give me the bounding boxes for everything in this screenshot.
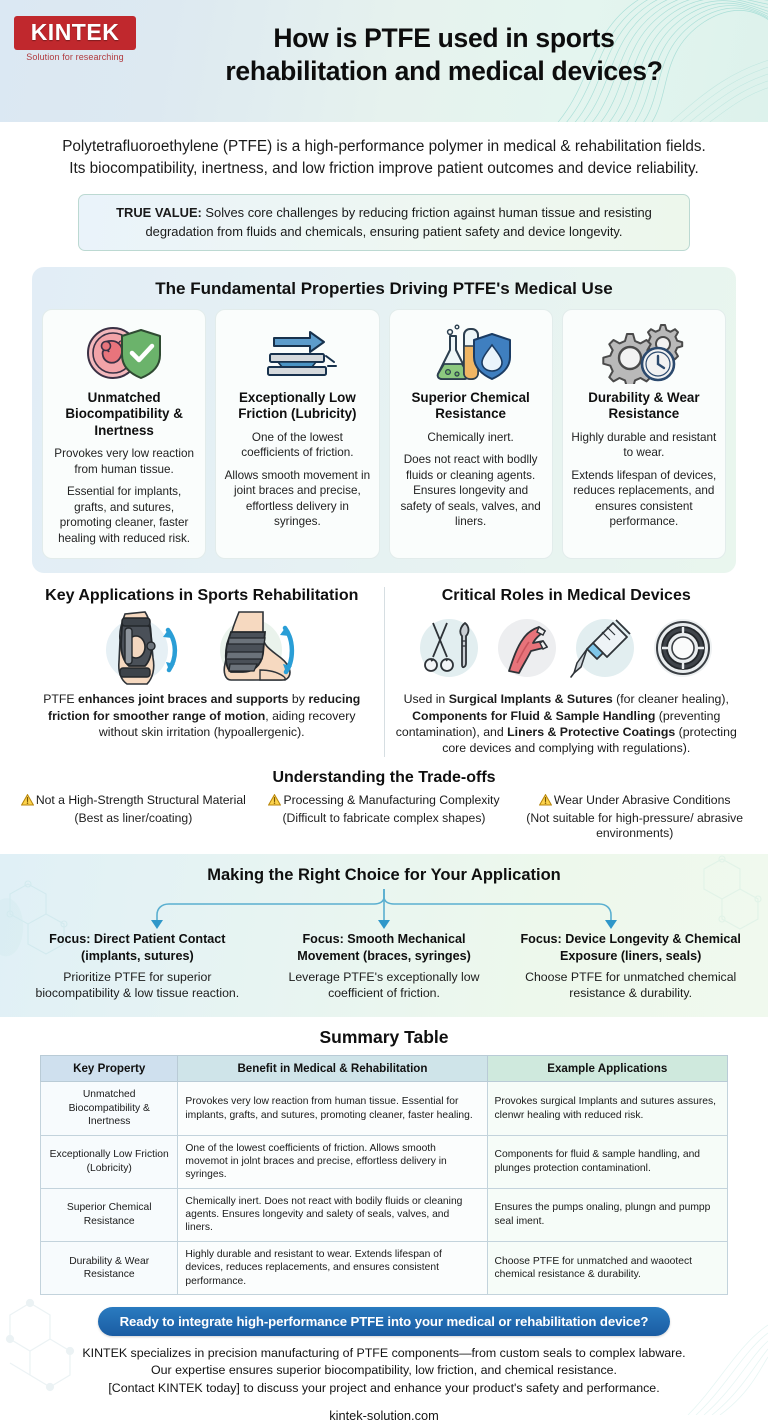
page-title [150,22,738,88]
table-row [41,1241,728,1294]
tradeoff-head [263,793,506,811]
warning-triangle-icon [21,794,34,811]
choice-body: Choose PTFE for unmatched chemical resistance & durability. [525,970,737,1001]
choice-section [0,854,768,1017]
table-row [41,1082,728,1135]
tradeoff-sub: (Not suitable for high-pressure/ abrasive environments) [526,810,744,841]
choice-body: Leverage PTFE's exceptionally low coefficient of friction. [288,970,480,1001]
true-value-text: Solves core challenges by reducing friction against human tissue and resisting degradation from fluids and chemicals, ensuring patient safety and device longevity. [145,205,652,239]
property-body-2: Does not react with bodlly fluids or cleaning agents. Ensures longevity and safety of seals, valves, and liners. [400,453,541,529]
property-body [224,430,370,530]
table-row [41,1135,728,1188]
properties-card-row [42,309,726,559]
tradeoff-item [511,793,758,843]
seal-ring-icon [647,615,719,681]
tradeoff-head [513,793,756,811]
choice-columns [14,931,754,1001]
true-value-label: TRUE VALUE: [116,205,202,221]
property-title: Unmatched Biocompatibility & Inertness [65,389,183,438]
property-title: Superior Chemical Resistance [411,389,530,422]
title-line-2: rehabilitation and medical devices? [225,55,663,86]
tradeoff-head-text: Not a High-Strength Structural Material [35,792,246,807]
property-body-2: Essential for implants, grafts, and sutures, promoting cleaner, faster healing with reduced risk. [58,485,191,545]
knee-brace-icon [89,610,199,686]
property-body-2: Allows smooth movement in joint braces and precise, effortless delivery in syringes. [224,468,371,529]
choice-column [14,931,261,1001]
footer-line-3: [Contact KINTEK today] to discuss your project and enhance your product's safety and performance. [108,1380,660,1395]
tradeoffs-heading: Understanding the Trade-offs [272,768,496,786]
property-body [571,430,717,530]
tradeoffs-row [10,793,758,843]
property-body-1: Highly durable and resistant to wear. [571,430,717,460]
cell-benefit: Chemically inert. Does not react with bodily fluids or cleaning agents. Ensures longevity and salety of seals, valves, and liners. [178,1188,487,1241]
applications-section [20,587,748,756]
cell-property: Superior Chemical Resistance [41,1188,178,1241]
property-card-durability [562,309,726,559]
property-body-2: Extends lifespan of devices, reduces replacements, and ensures consistent performance. [571,468,717,529]
property-body-1: Chemically inert. [427,430,514,444]
gears-clock-icon [571,320,717,386]
choice-body: Prioritize PTFE for superior biocompatibility & low tissue reaction. [35,970,240,1001]
summary-table-head [41,1056,728,1082]
property-body-1: Provokes very low reaction from human tissue. [54,447,194,476]
tradeoff-sub: (Difficult to fabricate complex shapes) [282,810,486,825]
medical-devices-column [385,587,749,756]
cell-property: Durability & Wear Resistance [41,1241,178,1294]
tradeoff-item [10,793,257,843]
choice-arrow-connectors [14,885,754,931]
table-row [41,1188,728,1241]
low-friction-sliding-icon [224,320,370,386]
property-card-chemical-resistance [389,309,553,559]
cell-benefit: Highly durable and resistant to wear. Extends lifespan of devices, reduces replacements, and ensures consistent performance. [178,1241,487,1294]
property-body [51,446,197,546]
tradeoff-item [261,793,508,843]
choice-heading: Making the Right Choice for Your Application [207,866,561,885]
medical-devices-icons [393,609,741,687]
tradeoff-sub: (Best as liner/coating) [74,810,193,825]
ankle-brace-icon [205,610,315,686]
footer-line-2: Our expertise ensures superior biocompatibility, low friction, and chemical resistance. [151,1363,617,1378]
brand-logo[interactable] [14,16,136,62]
intro-section [0,122,768,251]
table-header-row [41,1056,728,1082]
true-value-callout [78,194,690,251]
footer-line-1: KINTEK specializes in precision manufacturing of PTFE components—from custom seals to complex labware. [82,1345,686,1360]
syringe-icon [569,615,641,681]
page-header [0,0,768,122]
sports-rehab-text: PTFE enhances joint braces and supports by reducing friction for smoother range of motion, aiding recovery without skin irritation (hypoallergenic). [43,692,361,740]
surgical-instruments-icon [413,615,485,681]
footer-text [28,1345,740,1397]
column-header-example: Example Applications [487,1056,727,1082]
medical-devices-heading: Critical Roles in Medical Devices [441,587,691,605]
tradeoff-head-text: Wear Under Abrasive Conditions [553,792,731,807]
choice-title: Focus: Smooth Mechanical Movement (braces, syringes) [297,932,471,963]
vascular-graft-icon [491,615,563,681]
title-line-1: How is PTFE used in sports [273,23,615,53]
property-title: Durability & Wear Resistance [588,389,700,422]
property-card-low-friction [215,309,379,559]
footer-url[interactable]: kintek-solution.com [329,1408,439,1423]
logo-wordmark: KINTEK [14,16,136,50]
cell-example: Provokes surgical Implants and sutures assures, clenwr healing with reduced risk. [487,1082,727,1135]
cell-property: Exceptionally Low Friction (Lobricity) [41,1135,178,1188]
cell-benefit: One of the lowest coefficients of friction. Allows smooth movemot in jolnt braces and precise, effortless delivery in syringes. [178,1135,487,1188]
property-body [398,430,544,530]
sports-rehab-column [20,587,385,756]
cta-button[interactable]: Ready to integrate high-performance PTFE into your medical or rehabilitation device? [98,1307,671,1336]
choice-column [261,931,508,1001]
warning-triangle-icon [539,794,552,811]
intro-paragraph: Polytetrafluoroethylene (PTFE) is a high-performance polymer in medical & rehabilitation fields. Its biocompatibility, inertness, and low friction improve patient outcomes and device reliability. [62,138,706,178]
property-card-biocompatibility [42,309,206,559]
column-header-key-property: Key Property [41,1056,178,1082]
medical-devices-text: Used in Surgical Implants & Sutures (for cleaner healing), Components for Fluid & Sample Handling (preventing contamination), and Liners & Protective Coatings (protecting core devices and complying with regulations). [395,692,737,756]
chemical-flask-shield-icon [398,320,544,386]
tradeoff-head-text: Processing & Manufacturing Complexity [283,792,500,807]
cell-example: Components for fluid & sample handling, and plunges protection contaminationl. [487,1135,727,1188]
sports-rehab-heading: Key Applications in Sports Rehabilitation [45,587,359,605]
cell-benefit: Provokes very low reaction from human tissue. Essential for implants, grafts, and sutures, promoting cleaner, faster healing. [178,1082,487,1135]
summary-table-body [41,1082,728,1295]
summary-heading: Summary Table [319,1027,449,1048]
cell-property: Unmatched Biocompatibility & Inertness [41,1082,178,1135]
cell-example: Ensures the pumps onaling, plungn and pumpp seal iment. [487,1188,727,1241]
summary-table [40,1055,728,1295]
tradeoff-head [12,793,255,811]
cell-example: Choose PTFE for unmatched and waootect chemical resistance & durability. [487,1241,727,1294]
choice-column [507,931,754,1001]
properties-heading: The Fundamental Properties Driving PTFE's Medical Use [155,278,613,298]
summary-section [0,1017,768,1295]
logo-tagline: Solution for researching [26,52,124,62]
tradeoffs-section [10,769,758,843]
choice-title: Focus: Direct Patient Contact (implants, sutures) [49,932,226,963]
properties-section [32,267,736,573]
cell-shield-icon [51,320,197,386]
column-header-benefit: Benefit in Medical & Rehabilitation [178,1056,487,1082]
footer-section [0,1295,768,1423]
property-title: Exceptionally Low Friction (Lubricity) [238,389,357,422]
sports-rehab-icons [28,609,376,687]
choice-title: Focus: Device Longevity & Chemical Exposure (liners, seals) [520,932,741,963]
warning-triangle-icon [268,794,281,811]
property-body-1: One of the lowest coefficients of friction. [241,430,354,460]
